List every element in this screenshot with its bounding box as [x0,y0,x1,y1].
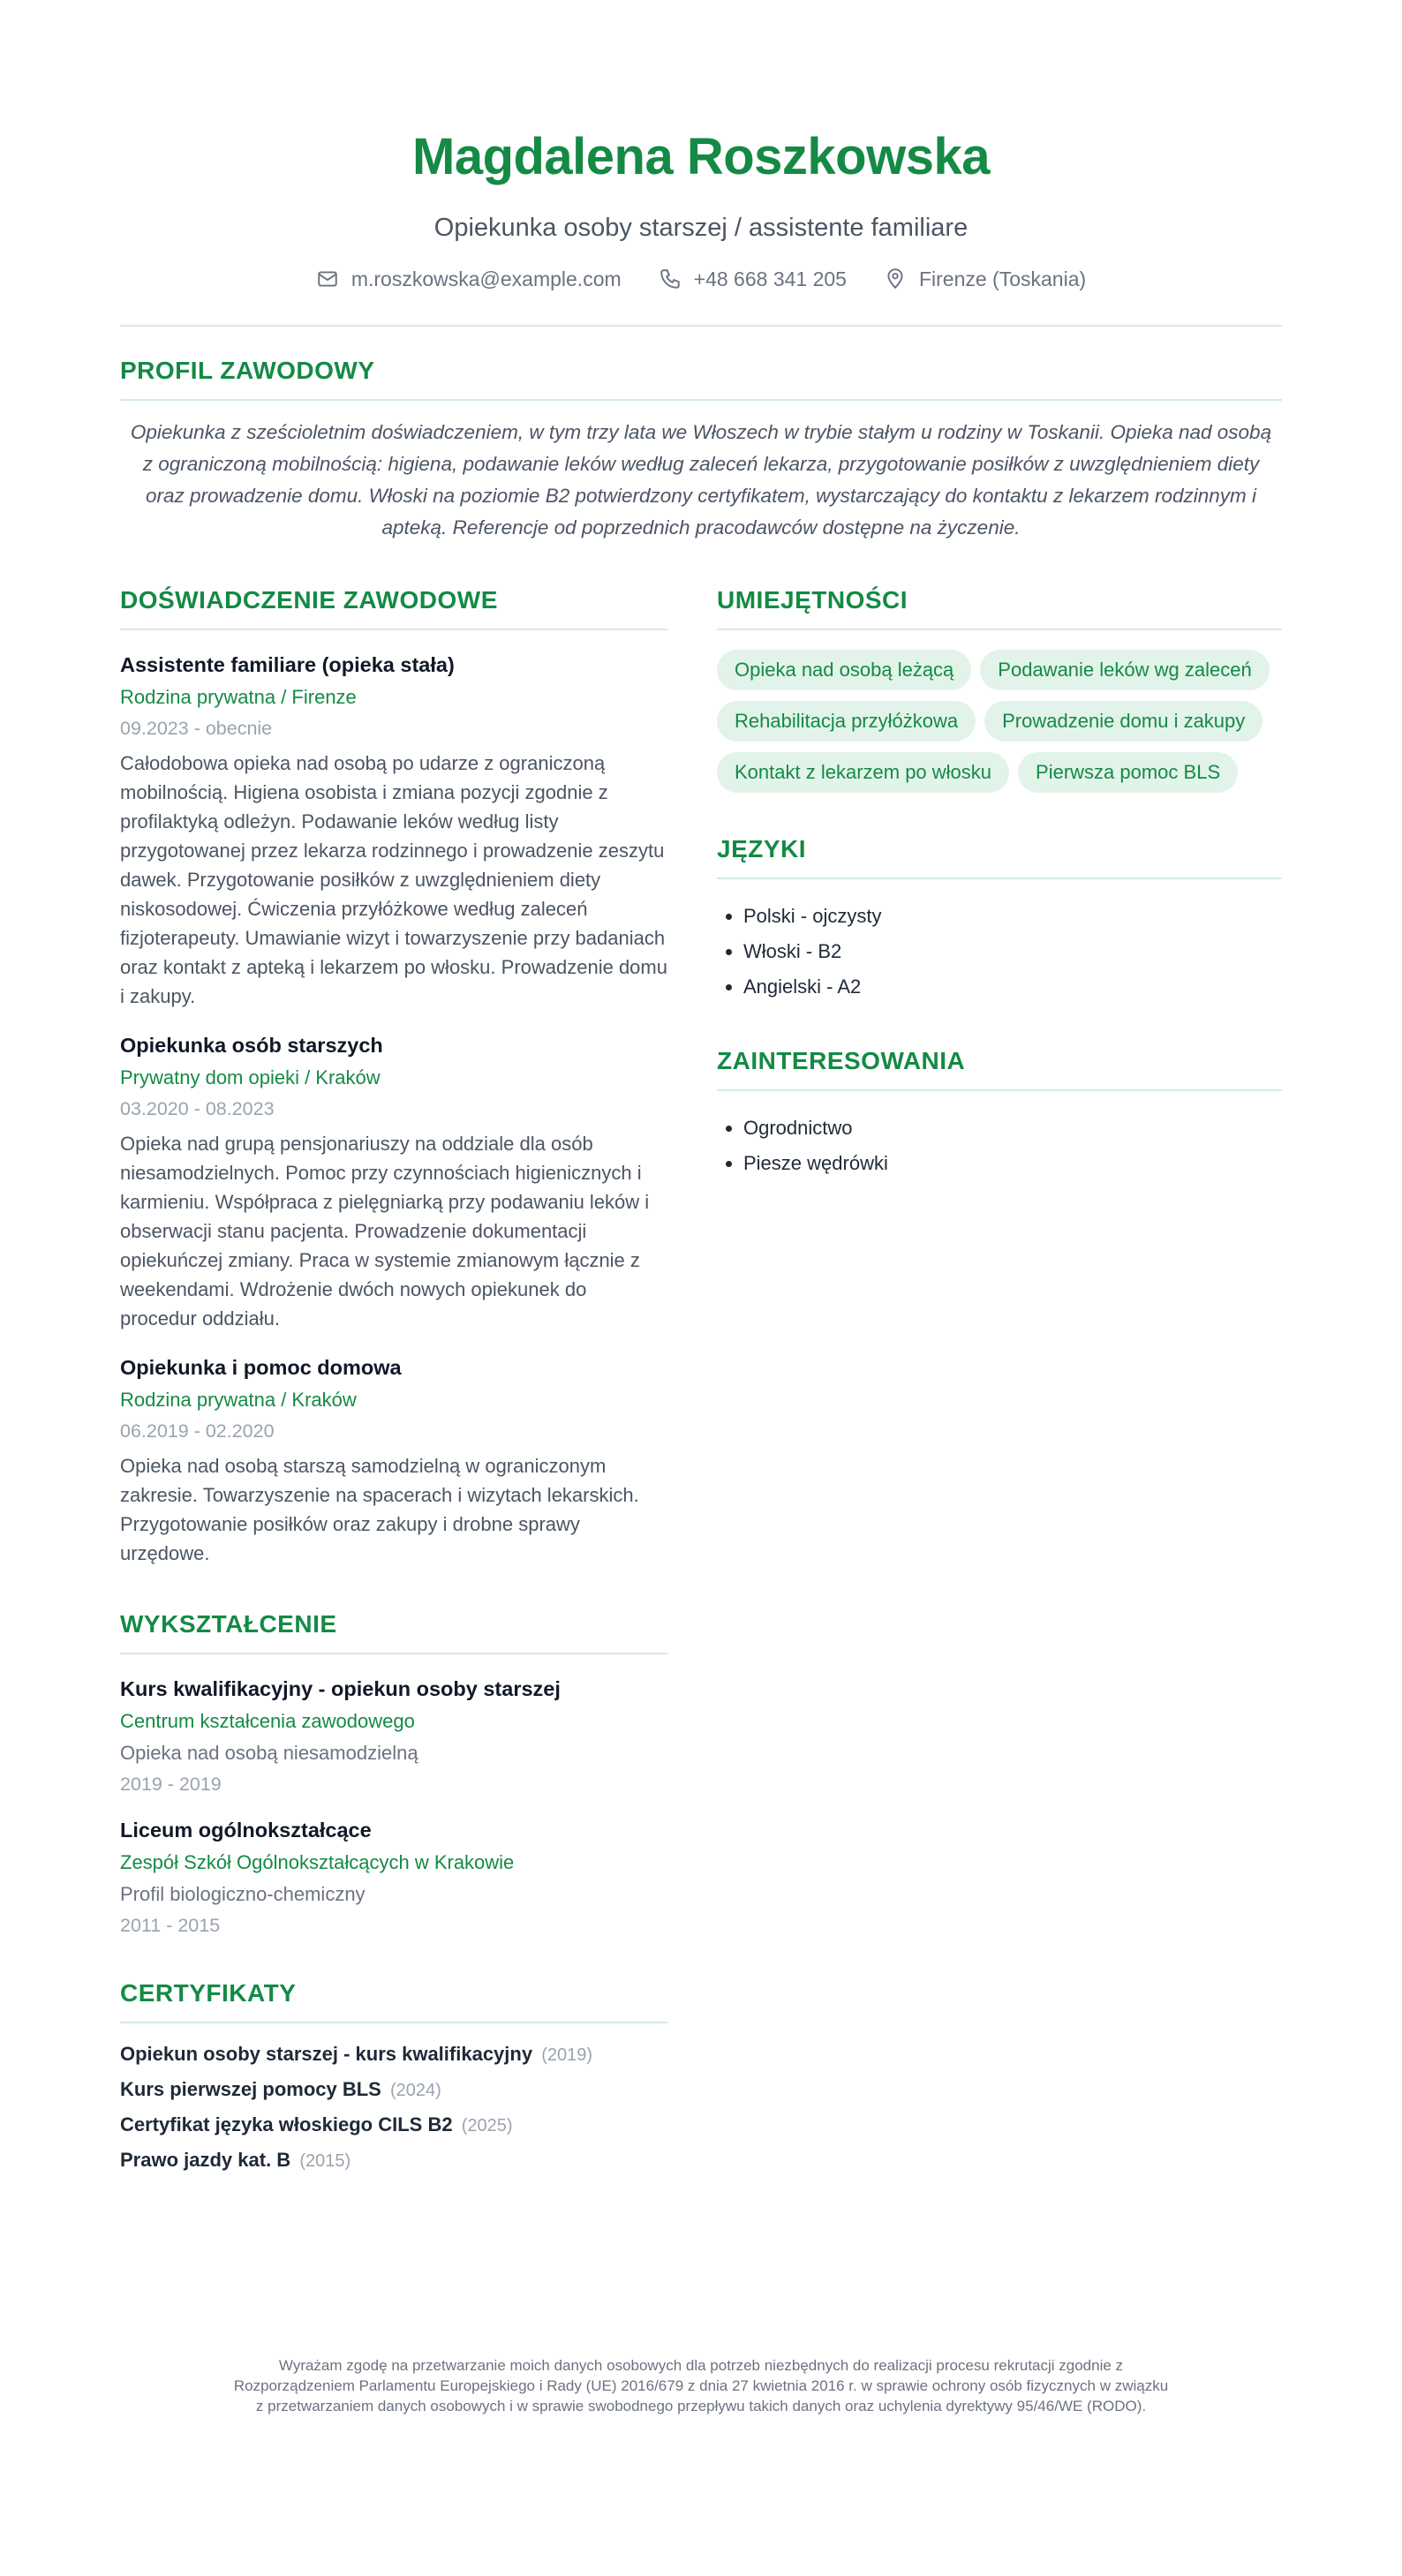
job-entry [120,1356,667,1568]
certificate-year: (2024) [389,2080,441,2100]
skill-chip: Kontakt z lekarzem po włosku [717,752,1009,793]
location-text: Firenze (Toskania) [918,267,1087,290]
contact-phone[interactable] [659,267,847,291]
resume-header [120,0,1282,327]
job-description: Opieka nad grupą pensjonariuszy na oddziale dla osób niesamodzielnych. Pomoc przy czynnościach higienicznych i karmieniu. Współpraca z pielęgniarką przy podawaniu leków i obserwacji stanu pacjenta. Prowadzenie dokumentacji opiekuńczej zmiany. Praca w systemie zmianowym łącznie z weekendami. Wdrożenie dwóch nowych opiekunek do procedur oddziału. [120,1132,650,1329]
education-entry [120,1819,667,1937]
header-divider [120,325,1282,327]
left-column [120,586,667,2172]
list-item: • Angielski - A2 [743,969,1282,1005]
phone-text: +48 668 341 205 [693,267,847,290]
education-entry [120,1677,667,1796]
skill-chip: Opieka nad osobą leżącą [717,650,971,690]
skill-chip: Rehabilitacja przyłóżkowa [717,701,976,742]
job-title: Assistente familiare (opieka stała) [120,652,455,676]
certificate-year: (2019) [541,2045,593,2065]
phone-icon [659,267,682,290]
languages-heading: JĘZYKI [717,835,1282,879]
location-pin-icon [884,267,907,290]
candidate-name: Magdalena Roszkowska [412,128,990,185]
right-column [717,586,1282,2172]
job-dates: 09.2023 - obecnie [120,717,273,739]
certificate-name: Certyfikat języka włoskiego CILS B2 [120,2113,453,2135]
languages-section [717,835,1282,1005]
education-title: Kurs kwalifikacyjny - opiekun osoby starszej [120,1676,561,1700]
job-title: Opiekunka osób starszych [120,1033,383,1057]
mail-icon [316,267,339,290]
gdpr-consent-clause: Wyrażam zgodę na przetwarzanie moich danych osobowych dla potrzeb niezbędnych do realizacji procesu rekrutacji zgodnie z Rozporządzeniem Parlamentu Europejskiego i Rady (UE) 2016/679 z dnia 27 kwietnia 2016 r. w sprawie ochrony osób fizycznych w związku z przetwarzaniem danych osobowych i w sprawie swobodnego przepływu takich danych oraz uchylenia dyrektywy 95/46/WE (RODO). [233,2357,1169,2414]
education-institution: Zespół Szkół Ogólnokształcących w Krakowie [120,1850,515,1873]
certificate-year: (2025) [461,2115,513,2135]
certificate-name: Opiekun osoby starszej - kurs kwalifikacyjny [120,2042,533,2065]
interests-section [717,1047,1282,1181]
certificate-item [120,2043,667,2066]
job-employer: Prywatny dom opieki / Kraków [120,1066,381,1088]
contact-location [884,267,1086,291]
interests-list [717,1111,1282,1181]
skill-chip: Prowadzenie domu i zakupy [984,701,1263,742]
list-item: • Włoski - B2 [743,934,1282,969]
interests-heading: ZAINTERESOWANIA [717,1047,1282,1091]
list-item: • Ogrodnictwo [743,1111,1282,1146]
skills-heading: UMIEJĘTNOŚCI [717,586,1282,630]
skill-chip: Pierwsza pomoc BLS [1018,752,1238,793]
education-dates: 2011 - 2015 [120,1914,221,1936]
experience-heading: DOŚWIADCZENIE ZAWODOWE [120,586,667,630]
skills-chip-list [717,650,1282,793]
education-section [120,1610,667,1937]
job-employer: Rodzina prywatna / Kraków [120,1388,357,1411]
job-dates: 06.2019 - 02.2020 [120,1420,275,1442]
certificate-name: Prawo jazdy kat. B [120,2148,291,2171]
job-entry [120,1034,667,1333]
job-description: Opieka nad osobą starszą samodzielną w ograniczonym zakresie. Towarzyszenie na spacerach i wizytach lekarskich. Przygotowanie posiłków oraz zakupy i drobne sprawy urzędowe. [120,1454,639,1564]
education-title: Liceum ogólnokształcące [120,1818,372,1842]
profile-summary: Opiekunka z sześcioletnim doświadczeniem, w tym trzy lata we Włoszech w trybie stałym u rodziny w Toskanii. Opieka nad osobą z ograniczoną mobilnością: higiena, podawanie leków według zaleceń lekarza, przygotowanie posiłków z uwzględnieniem diety oraz prowadzenie domu. Włoski na poziomie B2 potwierdzony certyfikatem, wystarczający do kontaktu z lekarzem rodzinnym i apteką. Referencje od poprzednich pracodawców dostępne na życzenie. [130,420,1272,539]
education-detail: Profil biologiczno-chemiczny [120,1882,366,1905]
two-column-body [120,586,1282,2172]
contact-bar [120,267,1282,291]
job-dates: 03.2020 - 08.2023 [120,1097,275,1119]
certificate-item [120,2149,667,2172]
list-item: • Polski - ojczysty [743,899,1282,934]
job-subtitle: Opiekunka osoby starszej / assistente familiare [433,213,969,242]
job-employer: Rodzina prywatna / Firenze [120,685,357,708]
job-title: Opiekunka i pomoc domowa [120,1355,402,1379]
certificate-year: (2015) [299,2150,351,2171]
education-institution: Centrum kształcenia zawodowego [120,1709,415,1732]
certificate-item [120,2113,667,2136]
certificates-section [120,1979,667,2172]
skill-chip: Podawanie leków wg zaleceń [980,650,1269,690]
education-heading: WYKSZTAŁCENIE [120,1610,667,1654]
contact-email[interactable] [316,267,622,291]
certificate-name: Kurs pierwszej pomocy BLS [120,2077,381,2100]
education-dates: 2019 - 2019 [120,1773,222,1795]
skills-section [717,586,1282,793]
certificate-item [120,2078,667,2101]
email-text: m.roszkowska@example.com [350,267,622,290]
experience-section [120,586,667,1568]
list-item: • Piesze wędrówki [743,1146,1282,1181]
profile-heading: PROFIL ZAWODOWY [120,357,1282,401]
job-description: Całodobowa opieka nad osobą po udarze z ograniczoną mobilnością. Higiena osobista i zmiana pozycji zgodnie z profilaktyką odleżyn. Podawanie leków według listy przygotowanej przez lekarza rodzinnego i prowadzenie zeszytu dawek. Przygotowanie posiłków z uwzględnieniem diety niskosodowej. Ćwiczenia przyłóżkowe według zaleceń fizjoterapeuty. Umawianie wizyt i towarzyszenie przy badaniach oraz kontakt z apteką i lekarzem po włosku. Prowadzenie domu i zakupy. [120,751,667,1007]
certificates-heading: CERTYFIKATY [120,1979,667,2023]
education-detail: Opieka nad osobą niesamodzielną [120,1741,418,1764]
job-entry [120,653,667,1011]
profile-section [120,357,1282,544]
languages-list [717,899,1282,1005]
